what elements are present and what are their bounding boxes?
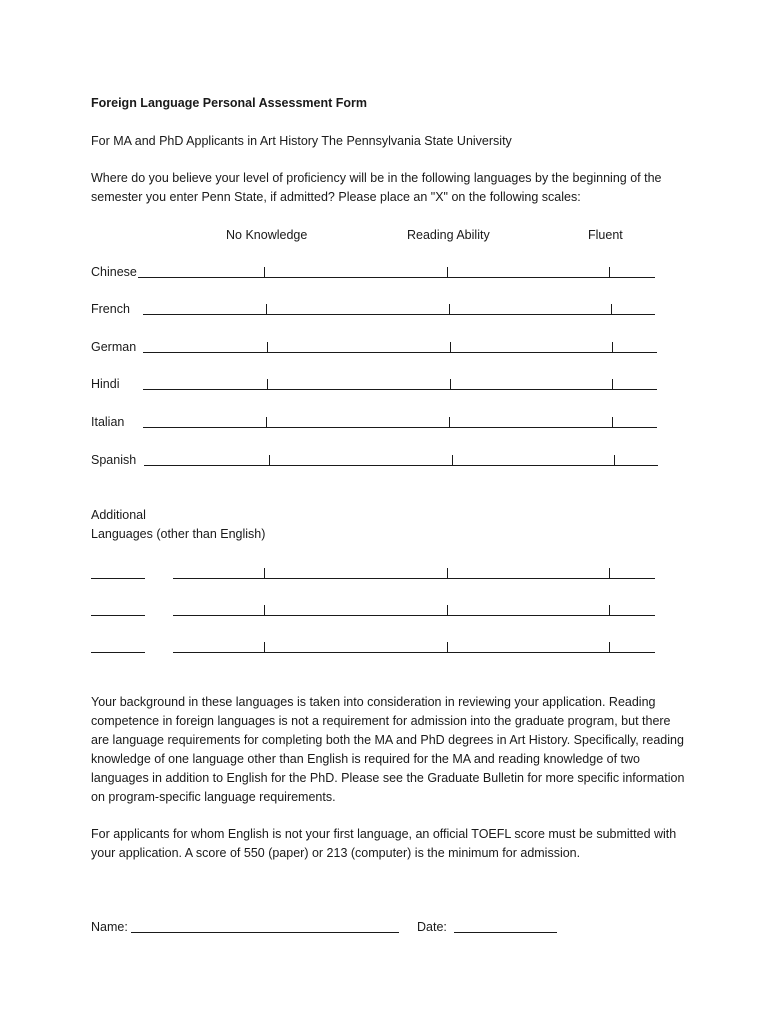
proficiency-scale-line[interactable]: [173, 615, 655, 616]
scale-row-hindi[interactable]: [91, 375, 691, 393]
proficiency-scale-line[interactable]: [143, 352, 657, 353]
scale-tick-reading: [447, 642, 448, 653]
toefl-paragraph: For applicants for whom English is not your first language, an official TOEFL score must be submitted with your application. A score of 550 (paper) or 213 (computer) is the minimum for admission.: [91, 827, 677, 860]
additional-language-row[interactable]: [91, 638, 691, 656]
scale-tick-fluent: [609, 642, 610, 653]
scale-tick-no-knowledge: [269, 455, 270, 466]
scale-tick-reading: [449, 417, 450, 428]
scale-header-reading-ability: Reading Ability: [407, 228, 490, 242]
scale-tick-no-knowledge: [266, 417, 267, 428]
date-field[interactable]: [454, 932, 557, 933]
language-label: Hindi: [91, 377, 120, 391]
scale-tick-reading: [447, 267, 448, 278]
background-paragraph: Your background in these languages is taken into consideration in reviewing your application. Reading competence in foreign languages is not a requirement for admission into the graduate program, but there are language requirements for completing both the MA and PhD degrees in Art History. Specifically, reading knowledge of one language other than English is required for the MA and reading knowledge of two languages in addition to English for the PhD. Please see the Graduate Bulletin for more specific information on program-specific language requirements.: [91, 695, 685, 804]
language-name-field[interactable]: [91, 578, 145, 579]
language-name-field[interactable]: [91, 652, 145, 653]
form-title: Foreign Language Personal Assessment Form: [91, 96, 367, 110]
language-name-field[interactable]: [91, 615, 145, 616]
scale-row-french[interactable]: [91, 300, 691, 318]
scale-row-spanish[interactable]: [91, 451, 691, 469]
scale-row-chinese[interactable]: [91, 263, 691, 281]
scale-tick-reading: [450, 342, 451, 353]
scale-tick-fluent: [609, 568, 610, 579]
proficiency-scale-line[interactable]: [138, 277, 655, 278]
additional-languages-label-2: Languages (other than English): [91, 527, 266, 541]
additional-language-row[interactable]: [91, 564, 691, 582]
scale-tick-no-knowledge: [264, 568, 265, 579]
scale-tick-no-knowledge: [267, 342, 268, 353]
scale-tick-fluent: [609, 605, 610, 616]
scale-tick-no-knowledge: [264, 642, 265, 653]
language-label: German: [91, 340, 137, 354]
scale-tick-reading: [449, 304, 450, 315]
scale-tick-no-knowledge: [266, 304, 267, 315]
scale-tick-fluent: [612, 342, 613, 353]
proficiency-scale-line[interactable]: [143, 427, 657, 428]
additional-languages-label-1: Additional: [91, 508, 146, 522]
scale-tick-fluent: [614, 455, 615, 466]
scale-tick-fluent: [609, 267, 610, 278]
name-field[interactable]: [131, 932, 399, 933]
scale-header-fluent: Fluent: [588, 228, 623, 242]
proficiency-scale-line[interactable]: [173, 578, 655, 579]
scale-tick-fluent: [612, 417, 613, 428]
additional-language-row[interactable]: [91, 601, 691, 619]
language-label: Italian: [91, 415, 125, 429]
form-subtitle: For MA and PhD Applicants in Art History The Pennsylvania State University: [91, 134, 512, 148]
instructions-line-2: semester you enter Penn State, if admitted? Please place an "X" on the following scales:: [91, 190, 581, 204]
language-label: Chinese: [91, 265, 137, 279]
instructions-line-1: Where do you believe your level of proficiency will be in the following languages by the beginning of the: [91, 171, 662, 185]
proficiency-scale-line[interactable]: [144, 465, 658, 466]
scale-row-german[interactable]: [91, 338, 691, 356]
scale-tick-reading: [447, 568, 448, 579]
date-label: Date:: [417, 920, 447, 934]
scale-tick-reading: [447, 605, 448, 616]
scale-tick-reading: [450, 379, 451, 390]
scale-tick-no-knowledge: [264, 605, 265, 616]
scale-tick-no-knowledge: [267, 379, 268, 390]
language-label: French: [91, 302, 130, 316]
proficiency-scale-line[interactable]: [143, 314, 655, 315]
scale-tick-fluent: [612, 379, 613, 390]
name-label: Name:: [91, 920, 128, 934]
scale-tick-reading: [452, 455, 453, 466]
scale-tick-no-knowledge: [264, 267, 265, 278]
proficiency-scale-line[interactable]: [173, 652, 655, 653]
language-label: Spanish: [91, 453, 137, 467]
scale-header-no-knowledge: No Knowledge: [226, 228, 308, 242]
scale-tick-fluent: [611, 304, 612, 315]
proficiency-scale-line[interactable]: [143, 389, 657, 390]
scale-row-italian[interactable]: [91, 413, 691, 431]
